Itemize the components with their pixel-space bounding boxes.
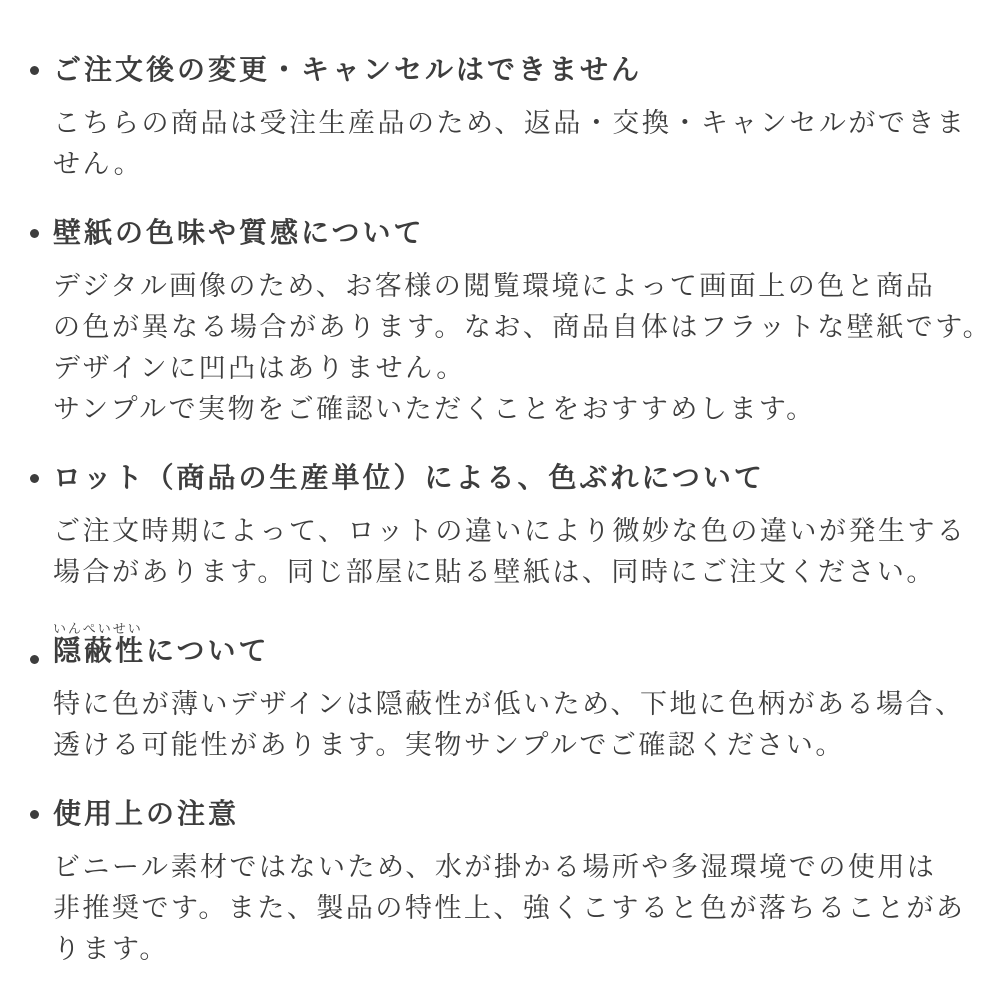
section-heading-text: ロット（商品の生産単位）による、色ぶれについて — [53, 462, 765, 493]
section-heading — [53, 794, 974, 834]
bullet-icon — [30, 66, 39, 75]
note-line: ビニール素材ではないため、水が掛かる場所や多湿環境での使用は — [53, 852, 937, 882]
note-section — [28, 213, 993, 430]
note-line: の色が異なる場合があります。なお、商品自体はフラットな壁紙です。 — [53, 312, 993, 342]
heading-ruby — [53, 621, 147, 666]
note-line: 透ける可能性があります。実物サンプルでご確認ください。 — [53, 730, 845, 760]
note-section — [28, 794, 974, 970]
note-section — [28, 458, 974, 593]
furigana-text: いんぺいせい — [53, 621, 147, 636]
note-line: 特に色が薄いデザインは隠蔽性が低いため、下地に色柄がある場合、 — [53, 689, 965, 719]
bullet-icon — [30, 810, 39, 819]
note-line: ご注文時期によって、ロットの違いにより微妙な色の違いが発生する — [53, 516, 967, 546]
note-line: 場合があります。同じ部屋に貼る壁紙は、同時にご注文ください。 — [53, 557, 936, 587]
note-line: せん。 — [53, 149, 144, 179]
section-heading-text — [53, 621, 270, 666]
note-body — [53, 103, 974, 185]
ruby-base-text: 隠蔽性 — [53, 635, 147, 666]
bullet-icon — [30, 229, 39, 238]
section-heading-text: 使用上の注意 — [53, 798, 240, 829]
note-section — [28, 621, 974, 766]
section-heading — [53, 213, 974, 253]
note-section — [28, 50, 974, 185]
note-line: こちらの商品は受注生産品のため、返品・交換・キャンセルができま — [53, 108, 967, 138]
heading-rest-text: について — [146, 635, 270, 666]
note-line: サンプルで実物をご確認いただくことをおすすめします。 — [53, 394, 816, 424]
section-heading — [53, 458, 974, 498]
note-body — [53, 684, 974, 766]
section-heading-text: 壁紙の色味や質感について — [53, 217, 425, 248]
note-body — [53, 847, 974, 970]
notes-list — [28, 50, 993, 970]
section-heading-text: ご注文後の変更・キャンセルはできません — [53, 54, 643, 85]
bullet-icon — [30, 474, 39, 483]
note-line: 非推奨です。また、製品の特性上、強くこすると色が落ちることがあ — [53, 893, 966, 923]
note-body — [53, 266, 993, 430]
note-line: デジタル画像のため、お客様の閲覧環境によって画面上の色と商品 — [53, 271, 936, 301]
note-line: ります。 — [53, 934, 169, 964]
bullet-icon — [30, 655, 39, 664]
note-body — [53, 511, 974, 593]
section-heading — [53, 621, 974, 671]
note-line: デザインに凹凸はありません。 — [53, 353, 466, 383]
section-heading — [53, 50, 974, 90]
